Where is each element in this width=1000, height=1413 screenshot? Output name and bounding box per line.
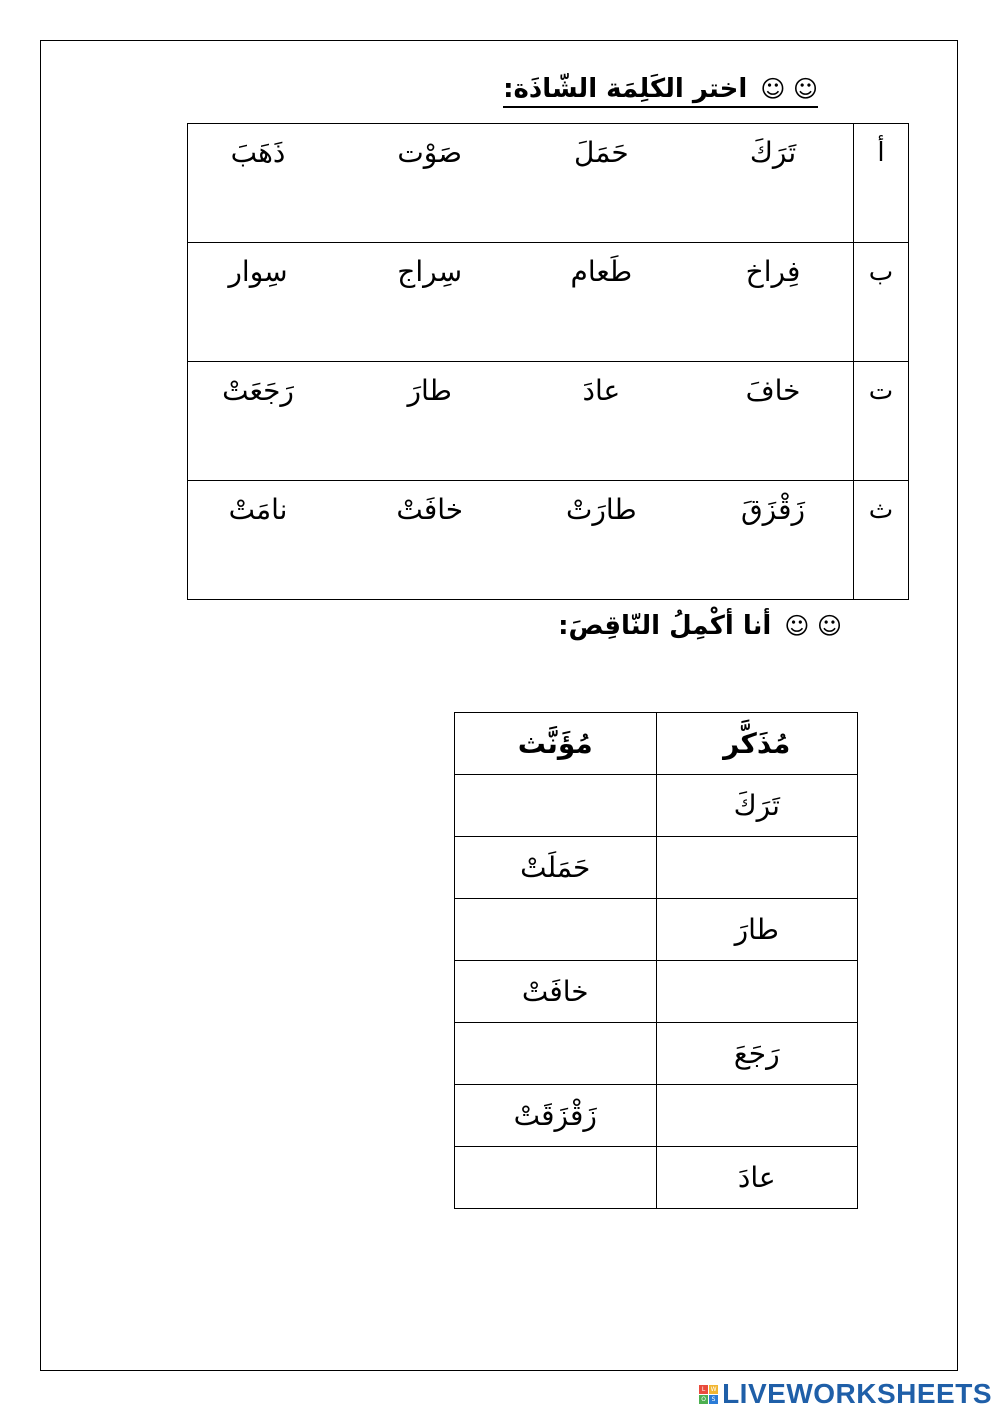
word-option[interactable]: رَجَعَتْ <box>222 374 294 407</box>
brand-name: LIVEWORKSHEETS <box>722 1378 992 1409</box>
feminine-cell: زَقْزَقَتْ <box>455 1085 657 1147</box>
word-cell <box>188 362 854 481</box>
section1-title: اختر الكَلِمَة الشّاذَة: <box>503 74 748 104</box>
row-letter: ب <box>854 243 909 362</box>
masculine-cell: طارَ <box>656 899 858 961</box>
gender-table <box>454 712 858 1209</box>
masculine-cell[interactable] <box>656 1085 858 1147</box>
masculine-cell: عادَ <box>656 1147 858 1209</box>
word-option[interactable]: فِراخ <box>745 255 801 288</box>
word-option[interactable]: ذَهَبَ <box>230 136 286 169</box>
feminine-cell: حَمَلَتْ <box>455 837 657 899</box>
word-option[interactable]: خافَ <box>745 374 801 407</box>
row-letter: ث <box>854 481 909 600</box>
masculine-cell[interactable] <box>656 837 858 899</box>
liveworksheets-logo-icon <box>699 1385 718 1404</box>
smiley-icon: ☺ ☺ <box>784 612 842 640</box>
logo-tile: O <box>699 1395 708 1404</box>
logo-tile: S <box>709 1395 718 1404</box>
table-row <box>188 362 909 481</box>
word-option[interactable]: سِوار <box>228 255 288 288</box>
section2-title: أنا أكْمِلُ النّاقِصَ: <box>558 611 772 641</box>
table-row <box>188 124 909 243</box>
masculine-cell: رَجَعَ <box>656 1023 858 1085</box>
masculine-cell[interactable] <box>656 961 858 1023</box>
odd-word-table <box>187 123 909 600</box>
word-option[interactable]: حَمَلَ <box>573 136 629 169</box>
word-option[interactable]: طارَتْ <box>565 493 637 526</box>
table-row <box>455 961 858 1023</box>
word-option[interactable]: صَوْت <box>397 136 462 169</box>
word-option[interactable]: طَعام <box>570 255 633 288</box>
logo-tile: W <box>710 1385 717 1393</box>
table-header-row <box>455 713 858 775</box>
smiley-icon: ☺ ☺ <box>760 75 818 103</box>
word-option[interactable]: تَرَكَ <box>749 136 797 169</box>
table-row <box>455 1147 858 1209</box>
word-option[interactable]: عادَ <box>582 374 621 407</box>
table-row <box>188 243 909 362</box>
word-option[interactable]: خافَتْ <box>396 493 464 526</box>
feminine-cell[interactable] <box>455 775 657 837</box>
table-row <box>455 899 858 961</box>
table-row <box>455 775 858 837</box>
row-letter: أ <box>854 124 909 243</box>
word-cell <box>188 124 854 243</box>
feminine-header: مُؤَنَّث <box>455 713 657 775</box>
table-row <box>455 1085 858 1147</box>
table-row <box>455 837 858 899</box>
logo-tile: L <box>699 1385 708 1394</box>
section1-heading <box>503 76 818 108</box>
word-cell <box>188 481 854 600</box>
masculine-header: مُذَكَّر <box>656 713 858 775</box>
table-row <box>188 481 909 600</box>
feminine-cell[interactable] <box>455 1023 657 1085</box>
liveworksheets-brand <box>699 1378 992 1410</box>
word-option[interactable]: نامَتْ <box>228 493 288 526</box>
feminine-cell[interactable] <box>455 1147 657 1209</box>
masculine-cell: تَرَكَ <box>656 775 858 837</box>
feminine-cell: خافَتْ <box>455 961 657 1023</box>
table-row <box>455 1023 858 1085</box>
word-option[interactable]: طارَ <box>407 374 452 407</box>
section2-heading <box>558 613 842 639</box>
word-cell <box>188 243 854 362</box>
word-option[interactable]: زَقْزَقَ <box>740 493 806 526</box>
feminine-cell[interactable] <box>455 899 657 961</box>
row-letter: ت <box>854 362 909 481</box>
word-option[interactable]: سِراج <box>397 255 463 288</box>
